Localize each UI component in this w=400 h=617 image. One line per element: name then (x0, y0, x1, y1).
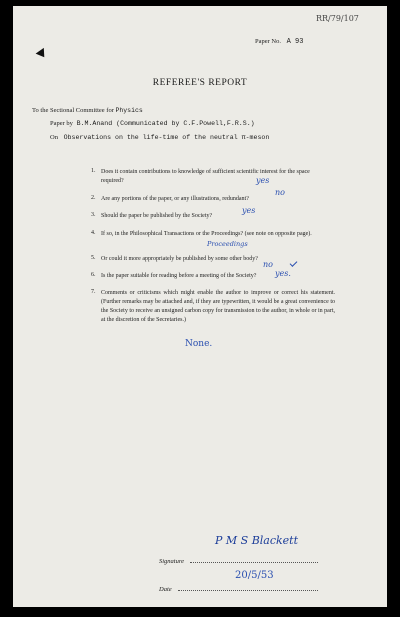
report-sheet (13, 6, 387, 607)
committee-label: To the Sectional Committee for (32, 107, 114, 114)
paper-number-value: A 93 (286, 38, 304, 46)
committee-value: Physics (115, 107, 143, 114)
report-title: REFEREE'S REPORT (152, 78, 248, 88)
question-number: 5. (91, 255, 96, 261)
subject-line (50, 134, 269, 141)
question-text: Comments or criticisms which might enable the author to improve or correct his statement. (Further remarks may be attached and, if they are typewritten, it would be a great convenience to the Society to receive an unsigned carbon copy for transmission to the author, in whole or in part, at the discretion of the Secretaries.) (101, 290, 335, 323)
question-text: Is the paper suitable for reading before a meeting of the Society? (101, 273, 257, 279)
question-number: 1. (91, 168, 96, 174)
question-text: Does it contain contributions to knowledge of sufficient scientific interest for the space required? (101, 169, 310, 184)
question-number: 3. (91, 212, 96, 218)
answer-1: yes (256, 176, 270, 185)
answer-3: yes (242, 206, 256, 215)
question-text: Are any portions of the paper, or any illustrations, redundant? (101, 196, 249, 202)
paper-number (255, 38, 303, 46)
author-line (50, 120, 255, 127)
answer-7: None. (185, 339, 213, 349)
question-number: 6. (91, 272, 96, 278)
subject-value: Observations on the life-time of the neutral π-meson (63, 134, 270, 141)
question-number: 2. (91, 195, 96, 201)
question-text: Should the paper be published by the Society? (101, 213, 213, 219)
signature-value: P M S Blackett (215, 534, 299, 547)
signature-rule (190, 562, 318, 563)
subject-label: On (50, 134, 58, 141)
committee-line (32, 107, 143, 114)
question-text: Or could it more appropriately be published by some other body? (101, 256, 258, 262)
author-value: B.M.Anand (Communicated by C.F.Powell,F.R.S.) (76, 120, 255, 127)
tick-mark-icon (290, 259, 298, 267)
paper-number-label: Paper No. (255, 38, 281, 45)
question-number: 4. (91, 230, 96, 236)
date-label: Date (159, 586, 172, 593)
question-text: If so, in the Philosophical Transactions or the Proceedings? (see note on opposite page). (101, 231, 312, 237)
archive-stamp: RR/79/107 (316, 14, 359, 23)
question-number: 7. (91, 289, 96, 295)
answer-6: yes. (275, 269, 291, 278)
answer-4: Proceedings (207, 240, 248, 248)
signature-line (159, 550, 318, 568)
corner-mark-icon (36, 48, 49, 60)
answer-2: no (275, 188, 285, 197)
signature-label: Signature (159, 558, 185, 565)
author-label: Paper by (50, 120, 73, 127)
date-value: 20/5/53 (235, 570, 274, 581)
date-rule (178, 590, 318, 591)
answer-5: no (263, 260, 273, 269)
